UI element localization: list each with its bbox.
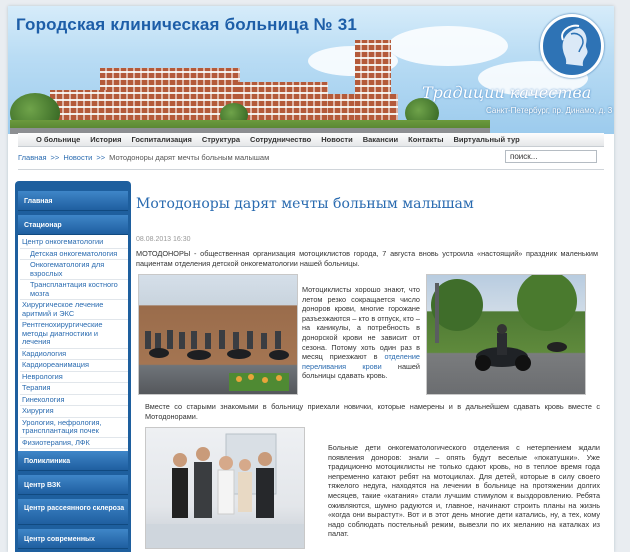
sidebar-submenu xyxy=(18,235,128,451)
article-title: Мотодоноры дарят мечты больным малышам xyxy=(136,196,474,212)
sidebar-item-modern-center[interactable]: Центр современных xyxy=(18,529,128,549)
sidebar-item-ms-center[interactable]: Центр рассеянного склероза xyxy=(18,499,128,525)
breadcrumb xyxy=(18,153,269,162)
address: Санкт-Петербург, пр. Динамо, д. 3 xyxy=(486,106,613,115)
sidebar-item-cardiology[interactable]: Кардиология xyxy=(20,349,128,361)
nav-item-contacts[interactable]: Контакты xyxy=(408,135,444,144)
sidebar-item-pediatric-oncohematology[interactable]: Детская онкогематология xyxy=(20,249,128,261)
article-intro: МОТОДОНОРЫ - общественная организация мотоциклистов города, 7 августа вновь устроила «настоящий» праздник маленьким пациентам отделения детской онкогематологии нашей больницы. xyxy=(136,249,598,268)
breadcrumb-current: Мотодоноры дарят мечты больным малышам xyxy=(109,153,270,162)
nav-item-history[interactable]: История xyxy=(90,135,122,144)
sidebar-item-physiotherapy[interactable]: Физиотерапия, ЛФК xyxy=(20,438,128,450)
face-profile-icon xyxy=(549,22,601,74)
sidebar-item-polyclinic[interactable]: Поликлиника xyxy=(18,451,128,471)
sidebar-item-hospital[interactable]: Стационар xyxy=(18,215,128,235)
sidebar-item-surgery[interactable]: Хирургия xyxy=(20,406,128,418)
motorcycle-ride-photo xyxy=(426,274,586,395)
blood-transfusion-link[interactable]: отделение переливания крови xyxy=(302,352,420,371)
slogan: Традиции качества xyxy=(422,83,592,102)
sidebar-item-oncohematology-center[interactable]: Центр онкогематологии xyxy=(20,237,128,249)
sidebar-item-urology[interactable]: Урология, нефрология, трансплантация почек xyxy=(20,418,128,438)
sidebar-item-bone-marrow-transplant[interactable]: Трансплантация костного мозга xyxy=(20,280,128,300)
divider xyxy=(18,169,604,170)
breadcrumb-home[interactable]: Главная xyxy=(18,153,47,162)
nav-item-structure[interactable]: Структура xyxy=(201,135,241,144)
nav-item-cooperation[interactable]: Сотрудничество xyxy=(250,135,312,144)
hospital-photo xyxy=(10,38,490,134)
sidebar xyxy=(15,181,131,552)
nav-item-hospitalization[interactable]: Госпитализация xyxy=(131,135,192,144)
logo[interactable] xyxy=(540,14,604,78)
bikers-photo xyxy=(138,274,298,395)
page xyxy=(8,6,614,552)
sidebar-item-xray-surgery[interactable]: Рентгенохирургические методы диагностики и лечения xyxy=(20,320,128,349)
site-title[interactable]: Городская клиническая больница № 31 xyxy=(16,15,358,34)
sidebar-item-therapy[interactable]: Терапия xyxy=(20,383,128,395)
article-paragraph-3: Вместе со старыми знакомыми в больницу приехали новички, которые намерены и в дальнейшем сдавать кровь вместе с Мотодонорами. xyxy=(145,402,600,421)
article-paragraph-4: Больные дети онкогематологического отделения с нетерпением ждали появления доноров: знали – опять будут веселые «покатушки». Уже традиционно мотоциклисты не только сдают кровь, но в теплое время года непременно катают ребят на мотоциклах. Для детей, которые в силу своего тяжелого недуга, находятся на лечении в больнице на протяжении долгих месяцев, такие «катания» стали лучшим стимулом к выздоровлению. Ребята оживляются, шумно радуются и, главное, начинают строить планы на жизнь «когда они вырастут». Вот и в этот день многие дети катались, ну, а тех, кому надо соблюдать постельный режим, вывезли по их желанию на каталках из палат. xyxy=(328,443,600,539)
nav-item-about[interactable]: О больнице xyxy=(36,135,81,144)
article-paragraph-2 xyxy=(302,285,420,381)
sidebar-item-gynecology[interactable]: Гинекология xyxy=(20,395,128,407)
breadcrumb-separator: >> xyxy=(96,153,106,162)
sidebar-item-adult-oncohematology[interactable]: Онкогематология для взрослых xyxy=(20,260,128,280)
nav-item-virtual-tour[interactable]: Виртуальный тур xyxy=(453,135,520,144)
nav-item-vacancies[interactable]: Вакансии xyxy=(362,135,399,144)
sidebar-item-cardio-icu[interactable]: Кардиореанимация xyxy=(20,360,128,372)
sidebar-item-arrhythmia-surgery[interactable]: Хирургическое лечение аритмий и ЭКС xyxy=(20,300,128,320)
paragraph-text: нашей больницы сдавать кровь. xyxy=(302,361,420,381)
group-photo xyxy=(145,427,305,549)
site-header xyxy=(8,6,614,134)
paragraph-text: Мотоциклисты хорошо знают, что летом резко сокращается число доноров крови, многие горожане разъезжаются – кто в отпуск, кто – на каникулы, а потребность в донорской крови не зависит от сезона. Потому хоть один раз в месяц приезжают в xyxy=(302,285,420,362)
main-nav xyxy=(18,133,604,147)
article-date: 08.08.2013 16:30 xyxy=(136,236,191,243)
sidebar-item-main[interactable]: Главная xyxy=(18,191,128,211)
breadcrumb-news[interactable]: Новости xyxy=(63,153,93,162)
search-input[interactable] xyxy=(505,150,597,163)
breadcrumb-separator: >> xyxy=(50,153,60,162)
nav-item-news[interactable]: Новости xyxy=(321,135,353,144)
sidebar-item-neurology[interactable]: Неврология xyxy=(20,372,128,384)
sidebar-item-vzk-center[interactable]: Центр ВЗК xyxy=(18,475,128,495)
